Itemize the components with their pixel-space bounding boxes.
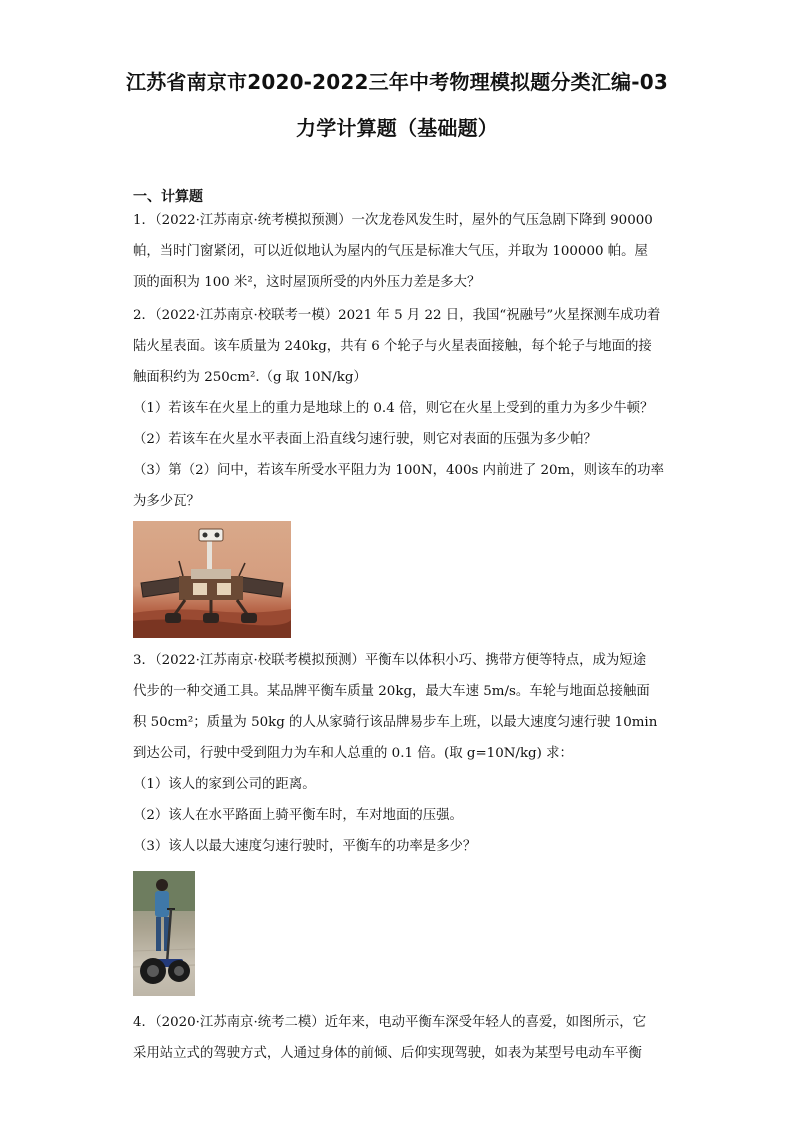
q2-sub-1: （1）若该车在火星上的重力是地球上的 0.4 倍，则它在火星上受到的重力为多少牛顿？ xyxy=(133,401,654,416)
document-title-line-2: 力学计算题（基础题） xyxy=(296,116,498,140)
q2-line-2: 陆火星表面。该车质量为 240kg，共有 6 个轮子与火星表面接触，每个轮子与地面的接 xyxy=(133,339,652,354)
q2-sub-2: （2）若该车在火星水平表面上沿直线匀速行驶，则它对表面的压强为多少帕？ xyxy=(133,432,597,447)
document-title-line-1: 江苏省南京市2020-2022三年中考物理模拟题分类汇编-03 xyxy=(126,70,668,94)
balance-scooter-illustration xyxy=(133,871,195,996)
q2-sub-3a: （3）第（2）问中，若该车所受水平阻力为 100N，400s 内前进了 20m，则该车的功率 xyxy=(133,463,664,478)
section-heading: 一、计算题 xyxy=(133,189,203,205)
q3-line-3: 积 50cm²；质量为 50kg 的人从家骑行该品牌易步车上班，以最大速度匀速行驶 10min xyxy=(133,715,658,730)
q3-sub-2: （2）该人在水平路面上骑平衡车时，车对地面的压强。 xyxy=(133,808,463,823)
q2-line-3: 触面积约为 250cm².（g 取 10N/kg） xyxy=(133,370,367,385)
q2-line-1: 2．（2022·江苏南京·校联考一模）2021 年 5 月 22 日，我国“祝融号”火星探测车成功着 xyxy=(133,308,661,323)
q4-line-1: 4．（2020·江苏南京·统考二模）近年来，电动平衡车深受年轻人的喜爱，如图所示，它 xyxy=(133,1015,647,1030)
q2-sub-3b: 为多少瓦？ xyxy=(133,494,200,509)
mars-rover-illustration xyxy=(133,521,291,638)
q3-sub-3: （3）该人以最大速度匀速行驶时，平衡车的功率是多少？ xyxy=(133,839,477,854)
balance-scooter-image xyxy=(133,871,195,996)
q3-line-2: 代步的一种交通工具。某品牌平衡车质量 20kg，最大车速 5m/s。车轮与地面总接触面 xyxy=(133,684,650,699)
q3-sub-1: （1）该人的家到公司的距离。 xyxy=(133,777,316,792)
q1-line-1: 1．（2022·江苏南京·统考模拟预测）一次龙卷风发生时，屋外的气压急剧下降到 90000 xyxy=(133,213,653,228)
q1-line-2: 帕，当时门窗紧闭，可以近似地认为屋内的气压是标准大气压，并取为 100000 帕。屋 xyxy=(133,244,648,259)
q3-line-4: 到达公司，行驶中受到阻力为车和人总重的 0.1 倍。(取 g=10N/kg) 求： xyxy=(133,746,573,761)
mars-rover-image xyxy=(133,521,291,638)
q4-line-2: 采用站立式的驾驶方式，人通过身体的前倾、后仰实现驾驶，如表为某型号电动车平衡 xyxy=(133,1046,642,1061)
q3-line-1: 3．（2022·江苏南京·校联考模拟预测）平衡车以体积小巧、携带方便等特点，成为短途 xyxy=(133,653,647,668)
q1-line-3: 顶的面积为 100 米²，这时屋顶所受的内外压力差是多大？ xyxy=(133,275,481,290)
